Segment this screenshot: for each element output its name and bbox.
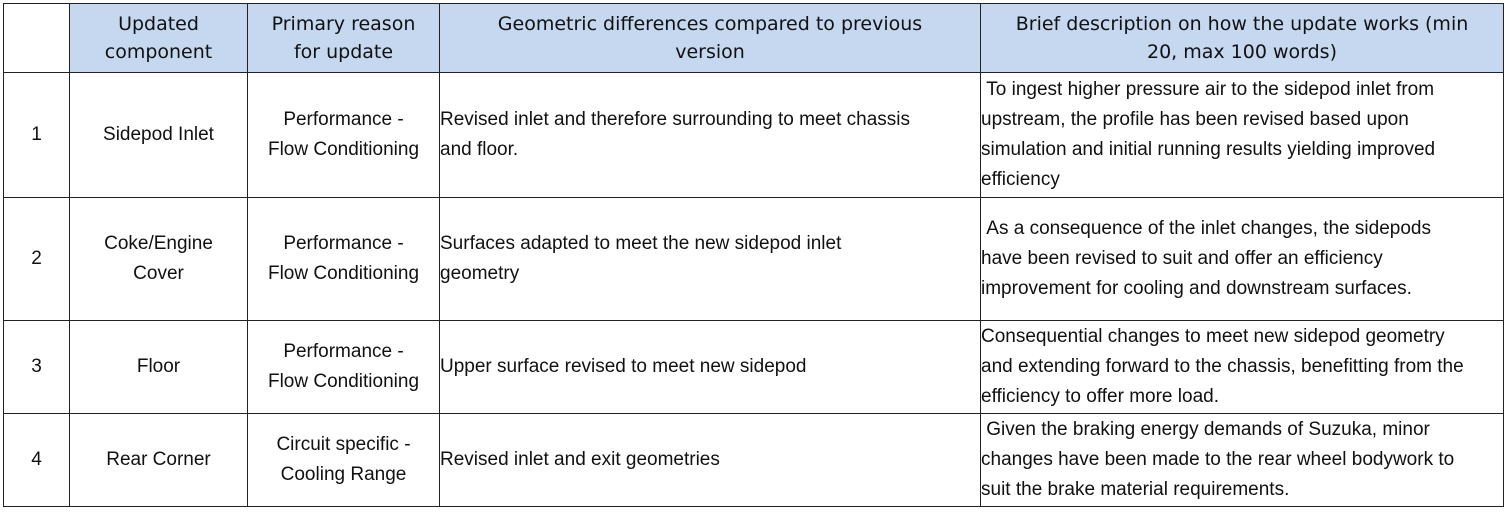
row-description-text: To ingest higher pressure air to the sidepod inlet from upstream, the profile has been revised based upon simulation and initial running results yielding improved efficiency [981, 79, 1441, 190]
updates-table [3, 3, 1504, 507]
row-description [981, 321, 1504, 414]
row-reason [248, 321, 440, 414]
table-header [4, 4, 1504, 73]
row-number: 1 [4, 73, 70, 198]
table-row [4, 73, 1504, 198]
header-reason-text: Primary reason for update [271, 13, 416, 63]
row-description [981, 414, 1504, 507]
header-primary-reason [248, 4, 440, 73]
row-reason [248, 198, 440, 321]
header-geometry-text: Geometric differences compared to previous version [497, 13, 923, 63]
row-component: Floor [70, 321, 248, 414]
header-description-text: Brief description on how the update works (min 20, max 100 words) [1015, 13, 1469, 63]
row-component: Rear Corner [70, 414, 248, 507]
row-geometry-text: Upper surface revised to meet new sidepod [440, 356, 807, 377]
row-reason-text: Performance - Flow Conditioning [267, 109, 420, 160]
header-updated-component [70, 4, 248, 73]
header-brief-description [981, 4, 1504, 73]
row-component [70, 198, 248, 321]
row-geometry [440, 321, 981, 414]
row-geometry [440, 414, 981, 507]
row-description-text: Consequential changes to meet new sidepod geometry and extending forward to the chassis, benefitting from the efficiency to offer more load. [981, 326, 1469, 407]
row-reason [248, 73, 440, 198]
header-component-text: Updated component [104, 13, 213, 63]
header-geometric-differences [440, 4, 981, 73]
table-row [4, 414, 1504, 507]
table-row [4, 198, 1504, 321]
row-reason-text: Performance - Flow Conditioning [267, 341, 420, 392]
row-reason-text: Circuit specific - Cooling Range [276, 434, 411, 485]
row-component-text: Coke/Engine Cover [104, 233, 213, 284]
header-number [4, 4, 70, 73]
row-description-text: As a consequence of the inlet changes, the sidepods have been revised to suit and offer an efficiency improvement for cooling and downstream surfaces. [981, 218, 1437, 299]
row-number: 3 [4, 321, 70, 414]
row-component: Sidepod Inlet [70, 73, 248, 198]
row-description [981, 198, 1504, 321]
table-row [4, 321, 1504, 414]
row-reason [248, 414, 440, 507]
row-reason-text: Performance - Flow Conditioning [267, 233, 420, 284]
row-description [981, 73, 1504, 198]
row-geometry [440, 198, 981, 321]
row-description-text: Given the braking energy demands of Suzuka, minor changes have been made to the rear wheel bodywork to suit the brake material requirements. [981, 419, 1460, 500]
header-row [4, 4, 1504, 73]
row-geometry-text: Surfaces adapted to meet the new sidepod inlet geometry [440, 233, 842, 284]
table-body [4, 73, 1504, 507]
row-geometry-text: Revised inlet and exit geometries [440, 449, 720, 470]
row-number: 4 [4, 414, 70, 507]
row-geometry [440, 73, 981, 198]
row-geometry-text: Revised inlet and therefore surrounding to meet chassis and floor. [440, 109, 910, 160]
row-number: 2 [4, 198, 70, 321]
